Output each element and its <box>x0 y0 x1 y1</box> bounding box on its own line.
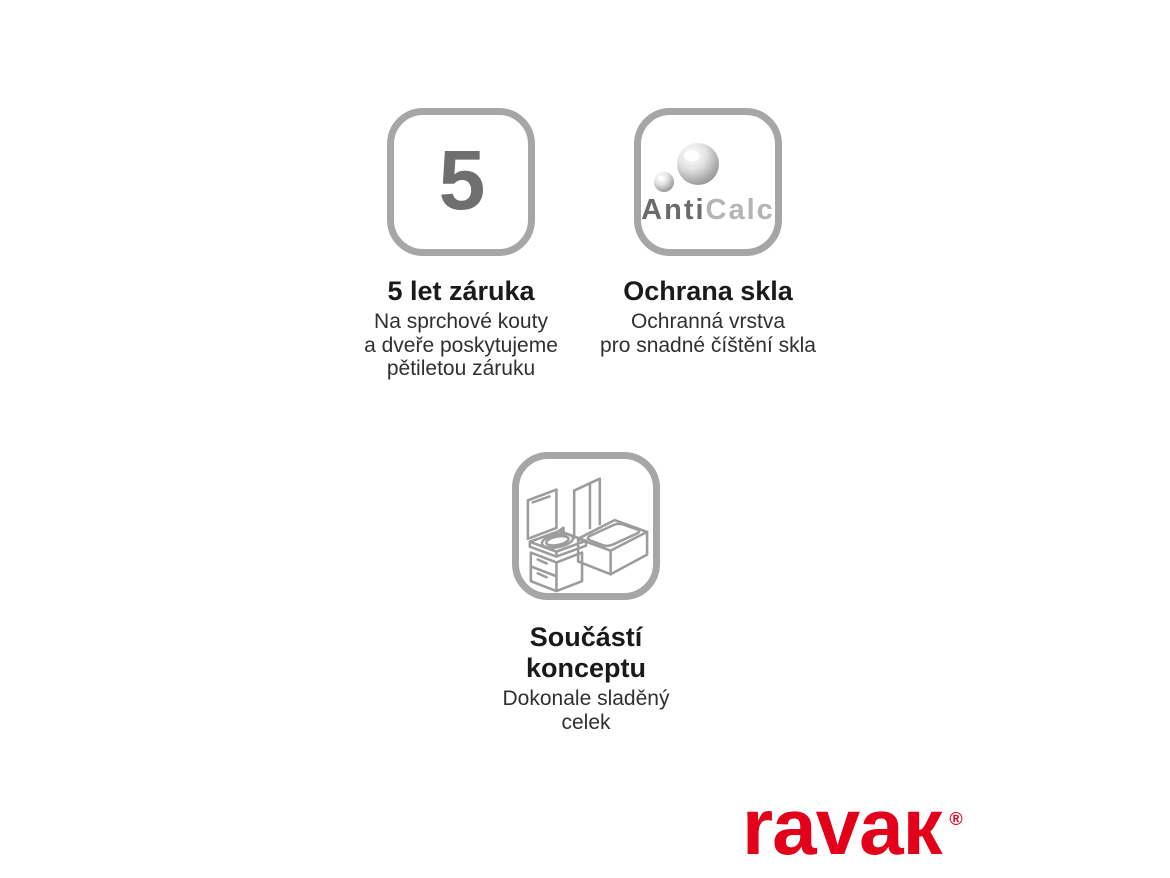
description-line: a dveře poskytujeme <box>364 333 558 357</box>
feature-description <box>364 310 558 381</box>
description-line: Na sprchové kouty <box>374 310 548 333</box>
anticalc-wordmark-light: Calc <box>705 194 775 226</box>
feature-part-of-concept <box>456 452 716 734</box>
feature-title <box>526 622 646 684</box>
description-line: Dokonale sladěný <box>502 687 670 710</box>
feature-description <box>503 687 670 734</box>
ravak-logo <box>742 782 963 871</box>
feature-title-line: Ochrana skla <box>623 276 793 306</box>
anticalc-wordmark <box>641 196 775 225</box>
feature-title-line: Součástí <box>529 622 643 652</box>
description-line: pro snadné číštění skla <box>600 333 816 357</box>
description-line: Ochranná vrstva <box>630 310 786 333</box>
concept-badge <box>512 452 660 600</box>
feature-description <box>600 310 816 357</box>
description-line: pětiletou záruku <box>386 357 536 380</box>
feature-warranty <box>331 108 591 381</box>
five-years-icon: 5 <box>438 133 484 227</box>
anticalc-badge <box>634 108 782 256</box>
ravak-logo-text: ravaк <box>742 782 942 871</box>
description-line: celek <box>561 710 611 734</box>
anticalc-wordmark-dark: Anti <box>641 194 706 226</box>
feature-glass-protection <box>578 108 838 357</box>
bathroom-set-icon <box>519 459 653 593</box>
feature-title-line: konceptu <box>525 653 646 683</box>
feature-title <box>387 276 534 307</box>
bubbles-icon <box>641 115 775 249</box>
registered-trademark-icon: ® <box>949 809 963 829</box>
feature-title-line: 5 let záruka <box>387 276 535 306</box>
warranty-badge <box>387 108 535 256</box>
feature-title <box>623 276 793 307</box>
